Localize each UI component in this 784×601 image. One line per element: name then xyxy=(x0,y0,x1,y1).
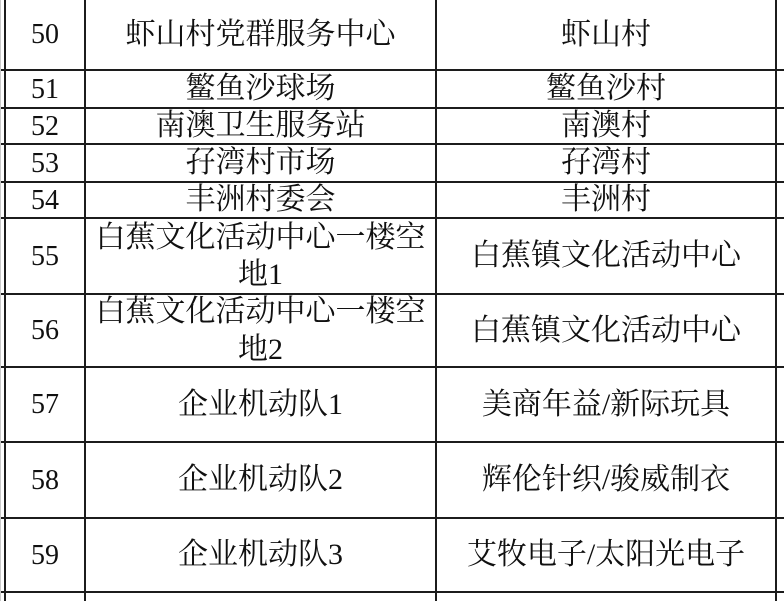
site-name-cell: 虾山村党群服务中心 xyxy=(86,0,437,69)
table-row xyxy=(0,145,784,183)
table-row xyxy=(0,368,784,443)
table-row xyxy=(0,71,784,109)
table-row xyxy=(0,183,784,219)
row-number-cell: 50 xyxy=(4,0,86,69)
row-number-cell: 56 xyxy=(4,295,86,366)
location-cell: 南澳村 xyxy=(437,109,777,143)
right-margin-strip xyxy=(777,183,784,217)
location-cell: 鳘鱼沙村 xyxy=(437,71,777,107)
right-margin-strip xyxy=(777,443,784,517)
location-cell: 辉伦针织/骏威制衣 xyxy=(437,443,777,517)
location-cell: 艾牧电子/太阳光电子 xyxy=(437,519,777,591)
location-cell: 孖湾村 xyxy=(437,145,777,181)
right-margin-strip xyxy=(777,71,784,107)
site-name-cell: 企业机动队3 xyxy=(86,519,437,591)
right-margin-strip xyxy=(777,0,784,69)
right-margin-strip xyxy=(777,519,784,591)
empty-cell xyxy=(437,593,777,601)
location-cell: 白蕉镇文化活动中心 xyxy=(437,295,777,366)
site-name-cell: 南澳卫生服务站 xyxy=(86,109,437,143)
site-name-cell: 企业机动队1 xyxy=(86,368,437,441)
right-margin-strip xyxy=(777,593,784,601)
table-row xyxy=(0,219,784,295)
site-name-cell: 企业机动队2 xyxy=(86,443,437,517)
row-number-cell: 52 xyxy=(4,109,86,143)
row-number-cell: 55 xyxy=(4,219,86,293)
right-margin-strip xyxy=(777,109,784,143)
table-row xyxy=(0,0,784,71)
row-number-cell: 51 xyxy=(4,71,86,107)
site-name-cell: 丰洲村委会 xyxy=(86,183,437,217)
right-margin-strip xyxy=(777,295,784,366)
row-number-cell: 57 xyxy=(4,368,86,441)
empty-cell xyxy=(4,593,86,601)
location-cell: 白蕉镇文化活动中心 xyxy=(437,219,777,293)
site-name-cell: 鳘鱼沙球场 xyxy=(86,71,437,107)
site-name-cell: 白蕉文化活动中心一楼空地2 xyxy=(86,295,437,366)
row-number-cell: 54 xyxy=(4,183,86,217)
location-cell: 美商年益/新际玩具 xyxy=(437,368,777,441)
empty-cell xyxy=(86,593,437,601)
right-margin-strip xyxy=(777,145,784,181)
table-row xyxy=(0,443,784,519)
row-number-cell: 53 xyxy=(4,145,86,181)
table-row xyxy=(0,295,784,368)
row-number-cell: 58 xyxy=(4,443,86,517)
table-row xyxy=(0,109,784,145)
table-row xyxy=(0,519,784,593)
location-cell: 虾山村 xyxy=(437,0,777,69)
location-cell: 丰洲村 xyxy=(437,183,777,217)
site-name-cell: 孖湾村市场 xyxy=(86,145,437,181)
right-margin-strip xyxy=(777,368,784,441)
table-row-partial xyxy=(0,593,784,601)
row-number-cell: 59 xyxy=(4,519,86,591)
right-margin-strip xyxy=(777,219,784,293)
site-name-cell: 白蕉文化活动中心一楼空地1 xyxy=(86,219,437,293)
